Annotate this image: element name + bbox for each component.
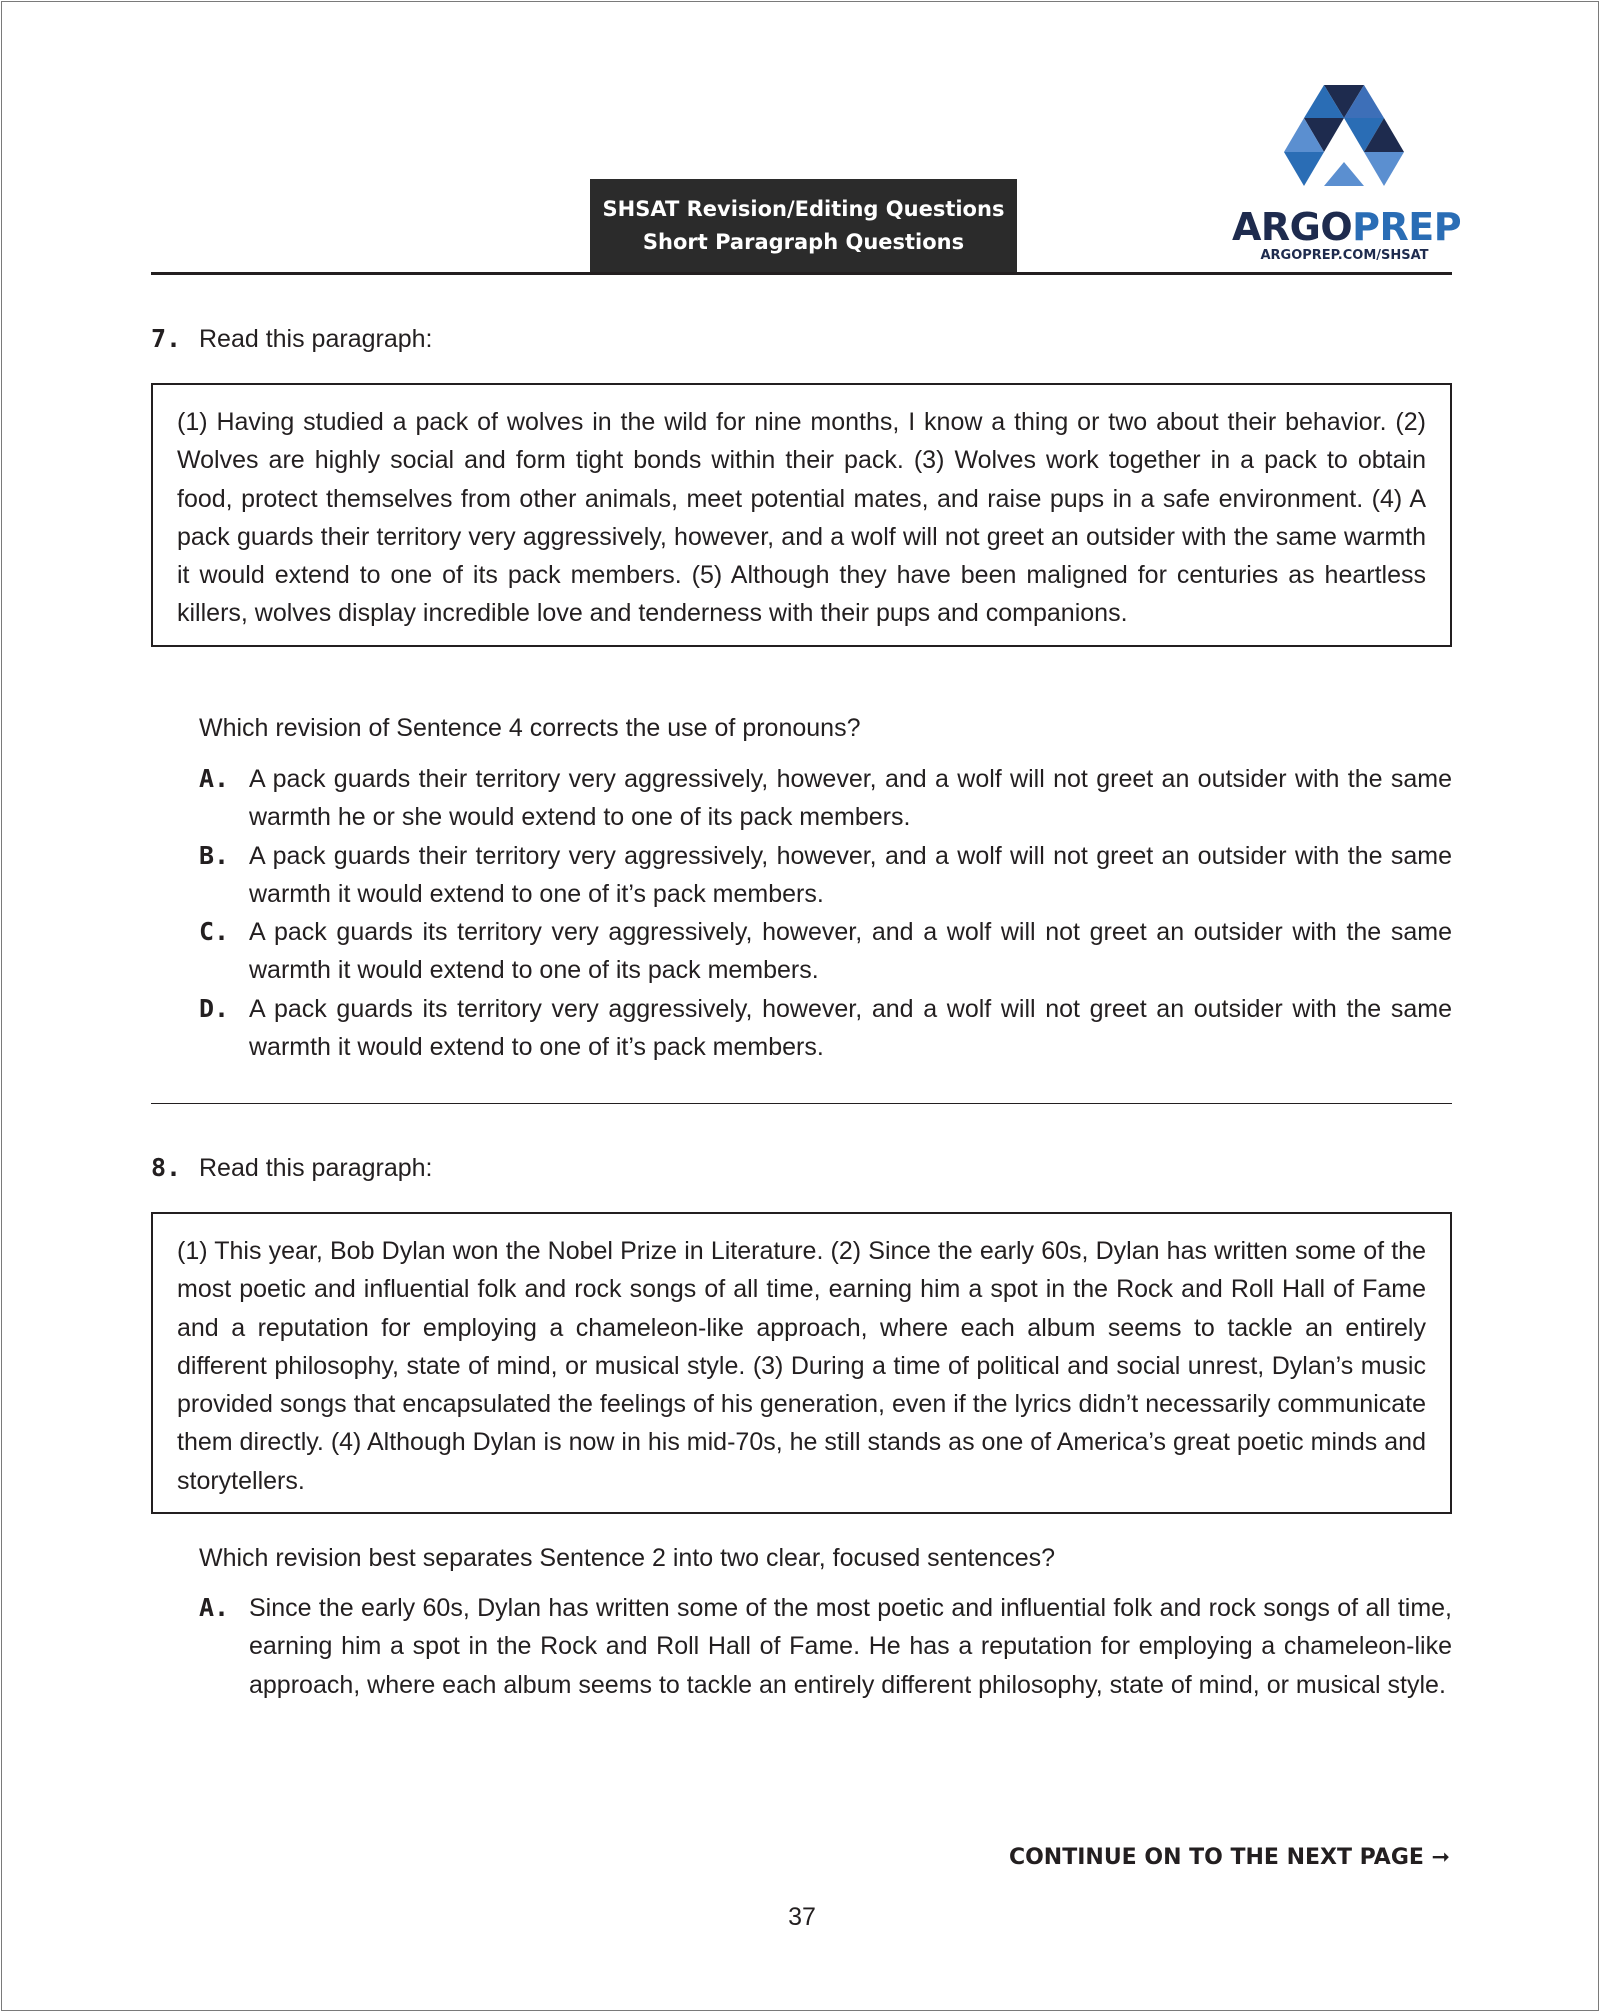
answer-option-d[interactable] [199, 990, 1452, 1067]
question-number: 8. [151, 1153, 182, 1182]
section-title: SHSAT Revision/Editing Questions [602, 197, 1005, 221]
question-8-heading [151, 1149, 432, 1187]
document-page [1, 1, 1599, 2011]
option-letter: D. [199, 993, 230, 1023]
question-7-passage: (1) Having studied a pack of wolves in the wild for nine months, I know a thing or two about their behavior. (2) Wolves are highly social and form tight bonds within their pack. (3) Wolves work together in a pack to obtain food, protect themselves from other animals, meet potential mates, and raise pups in a safe environment. (4) A pack guards their territory very aggressively, however, and a wolf will not greet an outsider with the same warmth it would extend to one of its pack members. (5) Although they have been maligned for centuries as heartless killers, wolves display incredible love and tenderness with their pups and companions. [151, 383, 1452, 647]
option-letter: B. [199, 840, 230, 870]
question-7-options [199, 760, 1452, 1066]
triangle-logo-icon [1274, 82, 1414, 198]
option-text: A pack guards their territory very aggressively, however, and a wolf will not greet an outsider with the same warmth he or she would extend to one of its pack members. [249, 765, 1452, 832]
question-7-heading [151, 320, 432, 358]
question-8-prompt: Which revision best separates Sentence 2 into two clear, focused sentences? [199, 1544, 1056, 1572]
answer-option-c[interactable] [199, 913, 1452, 990]
option-text: A pack guards their territory very aggressively, however, and a wolf will not greet an outsider with the same warmth it would extend to one of it’s pack members. [249, 841, 1452, 908]
option-letter: A. [199, 764, 230, 793]
section-header [590, 179, 1017, 274]
logo-url: ARGOPREP.COM/SHSAT [1260, 248, 1429, 263]
option-letter: A. [199, 1593, 230, 1622]
page-number: 37 [788, 1903, 816, 1931]
option-text: A pack guards its territory very aggressively, however, and a wolf will not greet an outsider with the same warmth it would extend to one of its pack members. [249, 918, 1452, 985]
continue-next-page: CONTINUE ON TO THE NEXT PAGE ➞ [1008, 1845, 1450, 1870]
logo-wordmark: ARGOPREP [1232, 205, 1462, 249]
question-7-prompt: Which revision of Sentence 4 corrects the use of pronouns? [199, 714, 861, 742]
answer-option-b[interactable] [199, 837, 1452, 914]
answer-option-a[interactable] [199, 1589, 1452, 1704]
question-intro: Read this paragraph: [199, 1154, 433, 1182]
option-text: A pack guards its territory very aggressively, however, and a wolf will not greet an outsider with the same warmth it would extend to one of it’s pack members. [249, 994, 1452, 1062]
argoprep-logo [1232, 82, 1462, 267]
answer-option-a[interactable] [199, 760, 1452, 837]
section-subtitle: Short Paragraph Questions [642, 230, 965, 254]
header-rule [151, 272, 1452, 275]
question-8-passage: (1) This year, Bob Dylan won the Nobel Prize in Literature. (2) Since the early 60s, Dylan has written some of the most poetic and influential folk and rock songs of all time, earning him a spot in the Rock and Roll Hall of Fame and a reputation for employing a chameleon-like approach, where each album seems to tackle an entirely different philosophy, state of mind, or musical style. (3) During a time of political and social unrest, Dylan’s music provided songs that encapsulated the feelings of his generation, even if the lyrics didn’t necessarily communicate them directly. (4) Although Dylan is now in his mid-70s, he still stands as one of America’s great poetic minds and storytellers. [151, 1212, 1452, 1514]
question-8-options [199, 1589, 1452, 1704]
option-letter: C. [199, 917, 230, 947]
option-text: Since the early 60s, Dylan has written some of the most poetic and influential folk and rock songs of all time, earning him a spot in the Rock and Roll Hall of Fame. He has a reputation for employing a chameleon-like approach, where each album seems to tackle an entirely different philosophy, state of mind, or musical style. [249, 1594, 1452, 1699]
question-divider [151, 1103, 1452, 1104]
question-intro: Read this paragraph: [199, 325, 433, 353]
question-number: 7. [151, 324, 182, 353]
